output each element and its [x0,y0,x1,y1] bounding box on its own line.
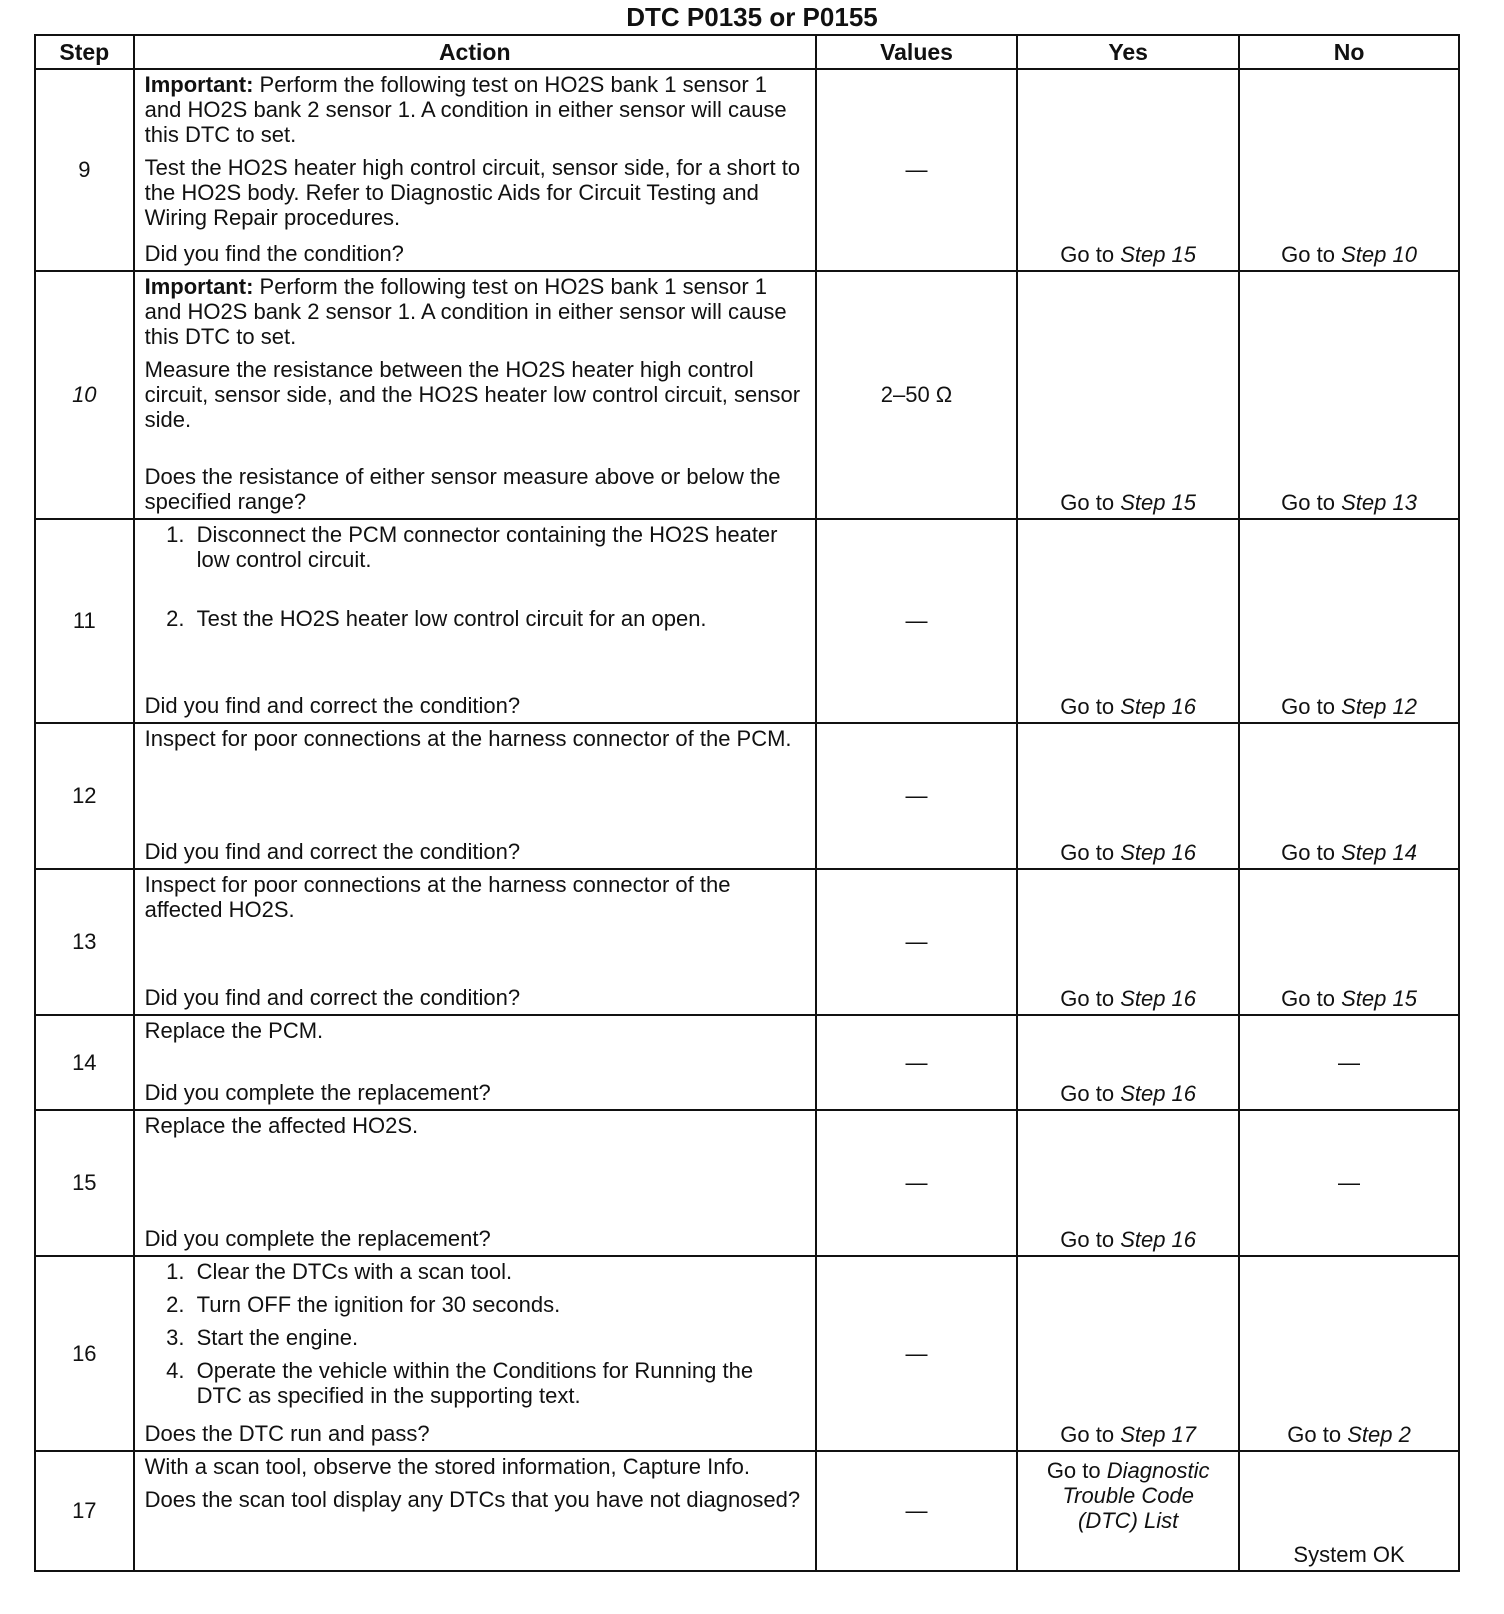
no-link[interactable]: Step 13 [1341,490,1417,515]
values-cell: — [816,1256,1017,1451]
action-cell [134,1015,816,1110]
action-cell [134,1110,816,1256]
important-note [145,274,803,349]
action-text: Replace the PCM. [144,1018,324,1043]
no-link[interactable]: Step 15 [1341,986,1417,1011]
list-item: 3. Start the engine. [191,1325,803,1350]
yes-link[interactable]: Step 16 [1120,986,1197,1011]
action-question: Did you find and correct the condition? [144,985,521,1010]
action-text: Measure the resistance between the HO2S heater high control circuit, sensor side, and the HO2S heater low control circuit, sensor side. [144,357,801,432]
list-item: 2. Turn OFF the ignition for 30 seconds. [191,1292,803,1317]
header-values: Values [816,35,1017,69]
action-text: Replace the affected HO2S. [144,1113,419,1138]
document-title: DTC P0135 or P0155 [626,2,878,32]
values-cell: — [816,723,1017,869]
procedure-list [145,1259,803,1408]
no-cell: — [1239,1110,1459,1256]
step-number: 17 [35,1451,134,1571]
no-link[interactable]: Step 2 [1347,1422,1411,1447]
no-link[interactable]: Step 14 [1341,840,1417,865]
table-row [35,723,1459,869]
header-no: No [1239,35,1459,69]
list-item: 4. Operate the vehicle within the Conditions for Running the DTC as specified in the supporting text. [191,1358,803,1408]
step-number: 12 [35,723,134,869]
no-link[interactable]: Step 10 [1341,242,1417,267]
important-label: Important: [144,274,254,299]
no-cell: System OK [1239,1451,1459,1571]
yes-cell: Go to Step 15 [1017,69,1239,271]
no-cell: Go to Step 2 [1239,1256,1459,1451]
yes-cell: Go to Diagnostic Trouble Code (DTC) List [1017,1451,1239,1571]
important-text: Perform the following test on HO2S bank 1 sensor 1 and HO2S bank 2 sensor 1. A condition in either sensor will cause this DTC to set. [144,274,787,349]
step-number: 9 [35,69,134,271]
action-question: Does the resistance of either sensor measure above or below the specified range? [144,464,781,514]
procedure-list [145,522,803,631]
header-step: Step [35,35,134,69]
action-question: Did you complete the replacement? [144,1080,491,1105]
values-cell: — [816,1451,1017,1571]
values-cell: — [816,869,1017,1015]
values-cell: — [816,519,1017,723]
header-action: Action [134,35,816,69]
table-row [35,869,1459,1015]
yes-link[interactable]: Step 16 [1120,840,1197,865]
values-cell: 2–50 Ω [816,271,1017,519]
table-row [35,69,1459,271]
step-number: 16 [35,1256,134,1451]
values-cell: — [816,1015,1017,1110]
no-cell: Go to Step 15 [1239,869,1459,1015]
step-number: 13 [35,869,134,1015]
action-text: With a scan tool, observe the stored information, Capture Info. [144,1454,750,1479]
yes-link[interactable]: Step 17 [1120,1422,1197,1447]
table-row [35,519,1459,723]
no-cell: Go to Step 10 [1239,69,1459,271]
action-question: Did you find and correct the condition? [144,839,521,864]
yes-link[interactable]: Step 16 [1120,1227,1197,1252]
no-cell: Go to Step 12 [1239,519,1459,723]
action-question: Did you find and correct the condition? [144,693,521,718]
table-row [35,271,1459,519]
no-cell: Go to Step 13 [1239,271,1459,519]
action-text: Inspect for poor connections at the harness connector of the affected HO2S. [144,872,731,922]
action-text: Test the HO2S heater high control circuit, sensor side, for a short to the HO2S body. Refer to Diagnostic Aids for Circuit Testing and Wiring Repair procedures. [144,155,801,230]
action-cell [134,271,816,519]
yes-cell: Go to Step 16 [1017,1110,1239,1256]
action-cell [134,519,816,723]
yes-cell: Go to Step 16 [1017,723,1239,869]
yes-cell: Go to Step 16 [1017,519,1239,723]
important-note [145,72,803,147]
yes-link[interactable]: Step 15 [1120,242,1197,267]
list-item: 1. Clear the DTCs with a scan tool. [191,1259,803,1284]
action-text: Inspect for poor connections at the harness connector of the PCM. [144,726,792,751]
table-row [35,1110,1459,1256]
yes-link[interactable]: Step 16 [1120,694,1197,719]
step-number: 14 [35,1015,134,1110]
no-cell: — [1239,1015,1459,1110]
action-question: Does the DTC run and pass? [144,1421,430,1446]
values-cell: — [816,69,1017,271]
action-question: Did you complete the replacement? [144,1226,491,1251]
table-row [35,1015,1459,1110]
no-cell: Go to Step 14 [1239,723,1459,869]
yes-cell: Go to Step 17 [1017,1256,1239,1451]
header-yes: Yes [1017,35,1239,69]
step-number: 11 [35,519,134,723]
action-cell [134,723,816,869]
action-cell [134,1256,816,1451]
list-item: 1. Disconnect the PCM connector containing the HO2S heater low control circuit. [191,522,803,572]
list-item: 2. Test the HO2S heater low control circuit for an open. [191,606,803,631]
no-link[interactable]: Step 12 [1341,694,1417,719]
important-text: Perform the following test on HO2S bank 1 sensor 1 and HO2S bank 2 sensor 1. A condition in either sensor will cause this DTC to set. [144,72,787,147]
dtc-table [34,34,1460,1572]
step-number: 15 [35,1110,134,1256]
action-question: Did you find the condition? [144,241,404,266]
yes-link[interactable]: Step 16 [1120,1081,1197,1106]
yes-cell: Go to Step 16 [1017,869,1239,1015]
header-row [35,35,1459,69]
action-cell [134,869,816,1015]
values-cell: — [816,1110,1017,1256]
action-cell [134,1451,816,1571]
action-question: Does the scan tool display any DTCs that you have not diagnosed? [144,1487,801,1512]
important-label: Important: [144,72,254,97]
table-row [35,1256,1459,1451]
table-row [35,1451,1459,1571]
step-number: 10 [35,271,134,519]
yes-link[interactable]: Diagnostic Trouble Code (DTC) List [1062,1458,1210,1533]
yes-cell: Go to Step 15 [1017,271,1239,519]
yes-cell: Go to Step 16 [1017,1015,1239,1110]
action-cell [134,69,816,271]
yes-link[interactable]: Step 15 [1120,490,1197,515]
